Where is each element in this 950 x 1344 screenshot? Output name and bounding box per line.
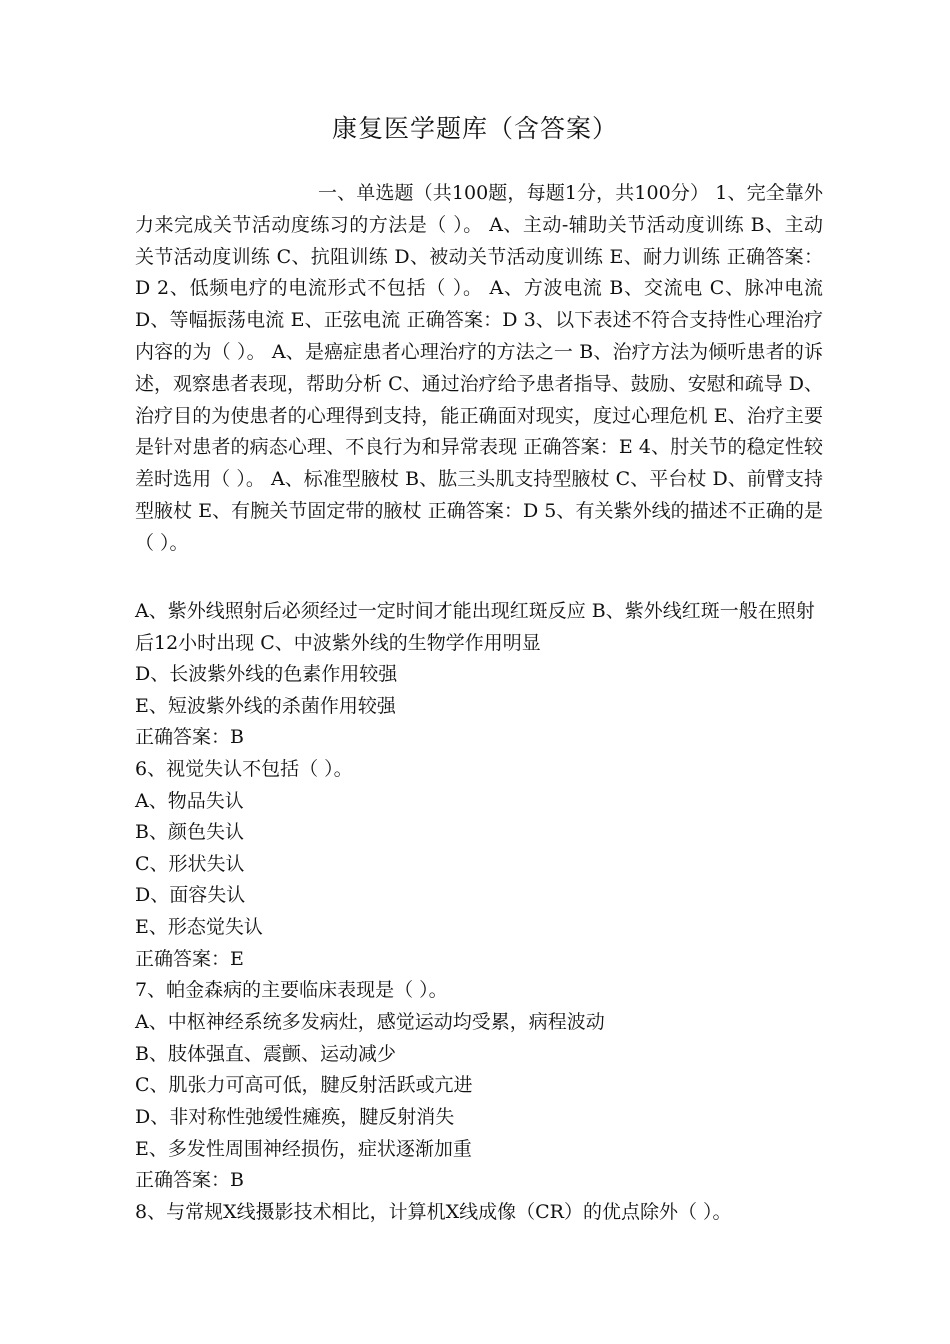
- intro-paragraph: 一、单选题（共100题，每题1分，共100分） 1、完全靠外力来完成关节活动度练习的方法是（ ）。 A、主动-辅助关节活动度训练 B、主动关节活动度训练 C、抗阻训练 D、被动关节活动度训练 E、耐力训练 正确答案：D 2、低频电疗的电流形式不包括（ ）。 A、方波电流 B、交流电 C、脉冲电流 D、等幅振荡电流 E、正弦电流 正确答案：D 3、以下表述不符合支持性心理治疗内容的为（ ）。 A、是癌症患者心理治疗的方法之一 B、治疗方法为倾听患者的诉述，观察患者表现，帮助分析 C、通过治疗给予患者指导、鼓励、安慰和疏导 D、治疗目的为使患者的心理得到支持，能正确面对现实，度过心理危机 E、治疗主要是针对患者的病态心理、不良行为和异常表现 正确答案：E 4、肘关节的稳定性较差时选用（ ）。 A、标准型腋杖 B、肱三头肌支持型腋杖 C、平台杖 D、前臂支持型腋杖 E、有腕关节固定带的腋杖 正确答案：D 5、有关紫外线的描述不正确的是（ ）。: [135, 182, 823, 554]
- question-line: 8、与常规X线摄影技术相比，计算机X线成像（CR）的优点除外（ ）。: [135, 1200, 732, 1223]
- answer-line: 正确答案：B: [135, 726, 244, 749]
- question-line: 6、视觉失认不包括（ ）。: [135, 757, 353, 780]
- option-line: C、肌张力可高可低，腱反射活跃或亢进: [135, 1074, 473, 1097]
- option-line: B、肢体强直、震颤、运动减少: [135, 1042, 396, 1065]
- answer-line: 正确答案：B: [135, 1169, 244, 1192]
- option-line: E、形态觉失认: [135, 916, 263, 939]
- question-lines: [135, 659, 823, 1229]
- text-line: D、长波紫外线的色素作用较强: [135, 663, 398, 685]
- question-line: 7、帕金森病的主要临床表现是（ ）。: [135, 979, 448, 1002]
- option-line: E、多发性周围神经损伤，症状逐渐加重: [135, 1137, 472, 1160]
- document-title: 康复医学题库（含答案）: [331, 114, 618, 143]
- text-line: E、短波紫外线的杀菌作用较强: [135, 694, 396, 717]
- option-line: B、颜色失认: [135, 821, 244, 844]
- answer-line: 正确答案：E: [135, 947, 244, 970]
- option-line: D、非对称性弛缓性瘫痪，腱反射消失: [135, 1105, 455, 1128]
- question-5-options-paragraph: A、紫外线照射后必须经过一定时间才能出现红斑反应 B、紫外线红斑一般在照射后12小时出现 C、中波紫外线的生物学作用明显: [135, 600, 815, 654]
- option-line: D、面容失认: [135, 884, 246, 907]
- option-line: A、中枢神经系统多发病灶，感觉运动均受累，病程波动: [135, 1011, 605, 1034]
- option-line: C、形状失认: [135, 852, 245, 875]
- option-line: A、物品失认: [135, 789, 244, 812]
